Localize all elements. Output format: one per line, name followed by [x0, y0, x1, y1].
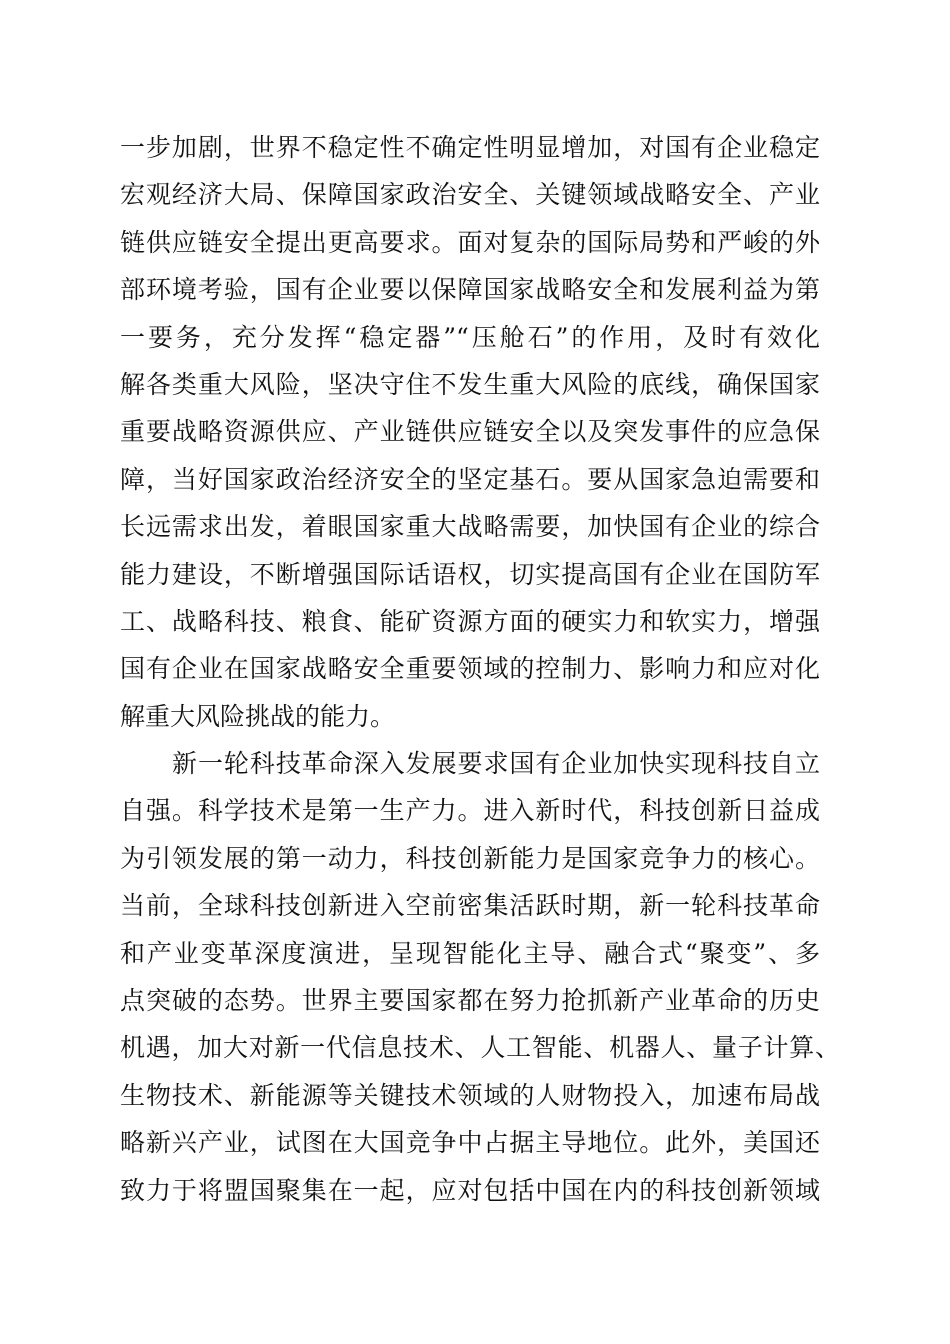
text-line: 点突破的态势。世界主要国家都在努力抢抓新产业革命的历史	[120, 986, 820, 1016]
text-line: 宏观经济大局、保障国家政治安全、关键领域战略安全、产业	[120, 180, 820, 210]
text-line: 解各类重大风险，坚决守住不发生重大风险的底线，确保国家	[120, 369, 820, 399]
text-line: 工、战略科技、粮食、能矿资源方面的硬实力和软实力，增强	[120, 606, 820, 636]
text-line: 新一轮科技革命深入发展要求国有企业加快实现科技自立	[172, 749, 820, 779]
text-line: 链供应链安全提出更高要求。面对复杂的国际局势和严峻的外	[120, 227, 820, 257]
text-line: 解重大风险挑战的能力。	[120, 701, 396, 731]
text-line: 重要战略资源供应、产业链供应链安全以及突发事件的应急保	[120, 417, 820, 447]
text-line: 为引领发展的第一动力，科技创新能力是国家竞争力的核心。	[120, 843, 820, 873]
text-line: 机遇，加大对新一代信息技术、人工智能、机器人、量子计算、	[120, 1033, 840, 1063]
document-page	[120, 124, 840, 1214]
text-line: 一步加剧，世界不稳定性不确定性明显增加，对国有企业稳定	[120, 133, 820, 162]
text-line: 国有企业在国家战略安全重要领域的控制力、影响力和应对化	[120, 654, 820, 684]
text-line: 致力于将盟国聚集在一起，应对包括中国在内的科技创新领域	[120, 1175, 820, 1205]
text-line: 长远需求出发，着眼国家重大战略需要，加快国有企业的综合	[120, 512, 820, 542]
paragraph-2	[120, 740, 840, 1214]
text-line: 生物技术、新能源等关键技术领域的人财物投入，加速布局战	[120, 1080, 820, 1110]
text-line: 和产业变革深度演进，呈现智能化主导、融合式“聚变”、多	[120, 938, 820, 968]
text-line: 略新兴产业，试图在大国竞争中占据主导地位。此外，美国还	[120, 1128, 820, 1158]
text-line: 能力建设，不断增强国际话语权，切实提高国有企业在国防军	[120, 559, 820, 589]
text-line: 当前，全球科技创新进入空前密集活跃时期，新一轮科技革命	[120, 891, 820, 921]
text-line: 障，当好国家政治经济安全的坚定基石。要从国家急迫需要和	[120, 464, 820, 494]
text-line: 一要务，充分发挥“稳定器”“压舱石”的作用，及时有效化	[120, 322, 820, 352]
paragraph-1	[120, 124, 820, 740]
text-line: 部环境考验，国有企业要以保障国家战略安全和发展利益为第	[120, 275, 820, 305]
text-line: 自强。科学技术是第一生产力。进入新时代，科技创新日益成	[120, 796, 820, 826]
